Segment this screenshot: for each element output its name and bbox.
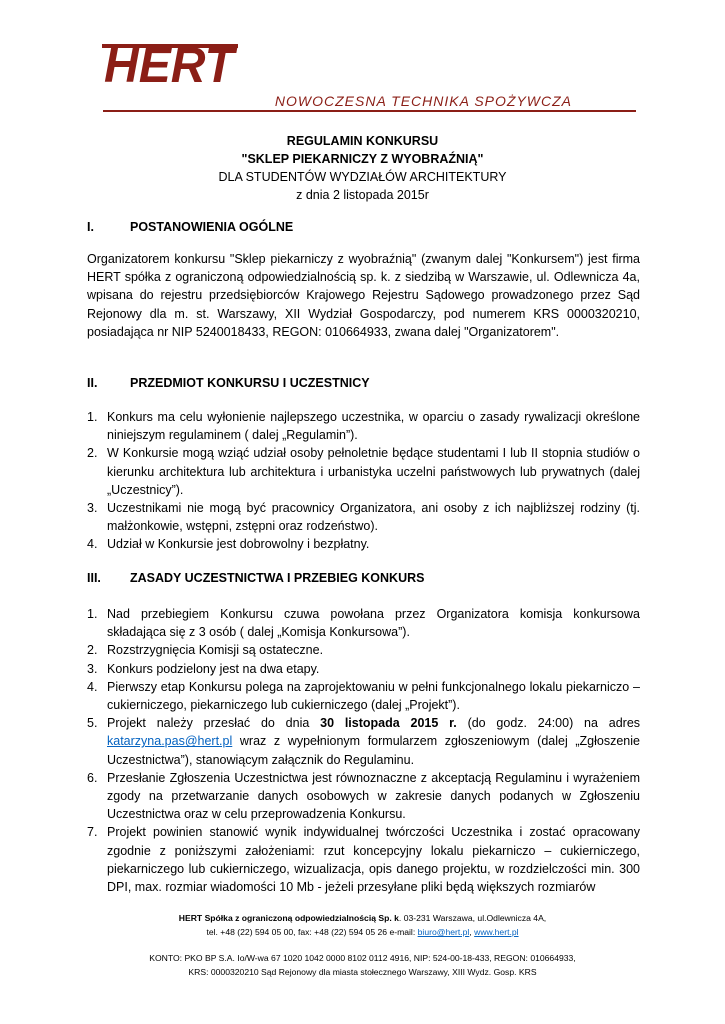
section-heading-1 <box>87 220 293 234</box>
section-number: I. <box>87 220 94 234</box>
contest-email-link[interactable]: katarzyna.pas@hert.pl <box>107 734 233 749</box>
document-title <box>0 132 725 204</box>
company-name: HERT Spółka z ograniczoną odpowiedzialnością Sp. k <box>178 913 399 923</box>
list-item: 1. Konkurs ma celu wyłonienie najlepszego uczestnika, w oparciu o zasady rywalizacji określone niniejszym regulaminem ( dalej „Regulamin”). <box>87 410 640 443</box>
list-item: 3. Uczestnikami nie mogą być pracownicy Organizatora, ani osoby z ich najbliższej rodziny (tj. małżonkowie, wstępni, zstępni oraz rodzeństwo). <box>87 501 640 534</box>
section-heading-2 <box>87 376 370 390</box>
footer-registry <box>0 951 725 979</box>
footer-website-link[interactable]: www.hert.pl <box>474 927 519 937</box>
bank-line: KONTO: PKO BP S.A. Io/W-wa 67 1020 1042 0000 8102 0112 4916, NIP: 524-00-18-433, REGON: 010664933, <box>149 953 576 963</box>
title-line-2: "SKLEP PIEKARNICZY Z WYOBRAŹNIĄ" <box>241 152 484 166</box>
contact-line: tel. +48 (22) 594 05 00, fax: +48 (22) 594 05 26 e-mail: <box>206 927 418 937</box>
footer-company: HERT Spółka z ograniczoną odpowiedzialnością Sp. k. 03-231 Warszawa, ul.Odlewnicza 4A, tel. +48 (22) 594 05 00, fax: +48 (22) 594 05 26 e-mail: biuro@hert.pl, www.hert.pl <box>178 913 547 937</box>
deadline-date: 30 listopada 2015 r. <box>320 716 457 731</box>
list-item: 6. Przesłanie Zgłoszenia Uczestnictwa jest równoznaczne z akceptacją Regulaminu i wyrażeniem zgody na przetwarzanie danych osobowych w zakresie danych podanych w Zgłoszeniu Uczestnictwa oraz w celu przeprowadzenia Konkursu. <box>87 770 640 822</box>
section-number: III. <box>87 571 101 585</box>
section-title: ZASADY UCZESTNICTWA I PRZEBIEG KONKURS <box>130 571 425 585</box>
list-item: 2. Rozstrzygnięcia Komisji są ostateczne. <box>87 643 324 658</box>
header-divider <box>103 110 636 112</box>
section-number: II. <box>87 376 98 390</box>
hert-logo <box>100 36 240 88</box>
section-1-paragraph: Organizatorem konkursu "Sklep piekarniczy z wyobraźnią" (zwanym dalej "Konkursem") jest firma HERT spółka z ograniczoną odpowiedzialnością sp. k. z siedzibą w Warszawie, ul. Odlewnicza 4a, wpisana do rejestru przedsiębiorców Krajowego Rejestru Sądowego prowadzonego przez Sąd Rejonowy dla m. st. Warszawy, XII Wydział Gospodarczy, pod numerem KRS 0000320210, posiadająca nr NIP 5240018433, REGON: 010664933, zwana dalej "Organizatorem". <box>87 252 640 339</box>
section-title: POSTANOWIENIA OGÓLNE <box>130 220 294 234</box>
section-heading-3 <box>87 571 424 585</box>
title-line-4: z dnia 2 listopada 2015r <box>296 188 429 202</box>
section-title: PRZEDMIOT KONKURSU I UCZESTNICY <box>130 376 370 390</box>
list-item: 4. Udział w Konkursie jest dobrowolny i bezpłatny. <box>87 537 370 552</box>
footer-email-link[interactable]: biuro@hert.pl <box>417 927 470 937</box>
company-address: . 03-231 Warszawa, ul.Odlewnicza 4A, <box>398 913 547 923</box>
logo-text: HERT <box>104 37 239 88</box>
list-item: 1. Nad przebiegiem Konkursu czuwa powołana przez Organizatora komisja konkursowa składająca się z 3 osób ( dalej „Komisja Konkursowa”). <box>87 607 640 640</box>
title-line-1: REGULAMIN KONKURSU <box>286 134 439 148</box>
list-item: 4. Pierwszy etap Konkursu polega na zaprojektowaniu w pełni funkcjonalnego lokalu piekarniczo – cukierniczego, piekarniczego lub cukierniczego (dalej „Projekt”). <box>87 679 640 713</box>
list-item: 2. W Konkursie mogą wziąć udział osoby pełnoletnie będące studentami I lub II stopnia studiów o kierunku architektura lub architektura i urbanistyka uczelni państwowych lub prywatnych (dalej „Uczestnicy”). <box>87 446 640 497</box>
tagline: NOWOCZESNA TECHNIKA SPOŻYWCZA <box>274 93 572 109</box>
hert-logo-icon <box>100 36 240 88</box>
section-2-list <box>87 408 640 554</box>
title-line-3: DLA STUDENTÓW WYDZIAŁÓW ARCHITEKTURY <box>218 170 507 184</box>
list-item: 5. Projekt należy przesłać do dnia 30 listopada 2015 r. (do godz. 24:00) na adres katarzyna.pas@hert.pl wraz z wypełnionym formularzem zgłoszeniowym (dalej „Zgłoszenie Uczestnictwa”), stanowiącym załącznik do Regulaminu. <box>87 716 641 767</box>
krs-line: KRS: 0000320210 Sąd Rejonowy dla miasta stołecznego Warszawy, XIII Wydz. Gosp. KRS <box>188 967 537 977</box>
list-item: 7. Projekt powinien stanowić wynik indywidualnej twórczości Uczestnika i zostać opracowany zgodnie z poniższymi założeniami: rzut koncepcyjny lokalu piekarniczo – cukierniczego, piekarniczego lub cukierniczego, wizualizacja, opis danego projektu, w rozdzielczości min. 300 DPI, max. rozmiar wiadomości 10 Mb - jeżeli przesyłane pliki będą większych rozmiarów <box>87 825 640 895</box>
list-item: 3. Konkurs podzielony jest na dwa etapy. <box>87 661 320 676</box>
section-3-list <box>87 605 640 896</box>
